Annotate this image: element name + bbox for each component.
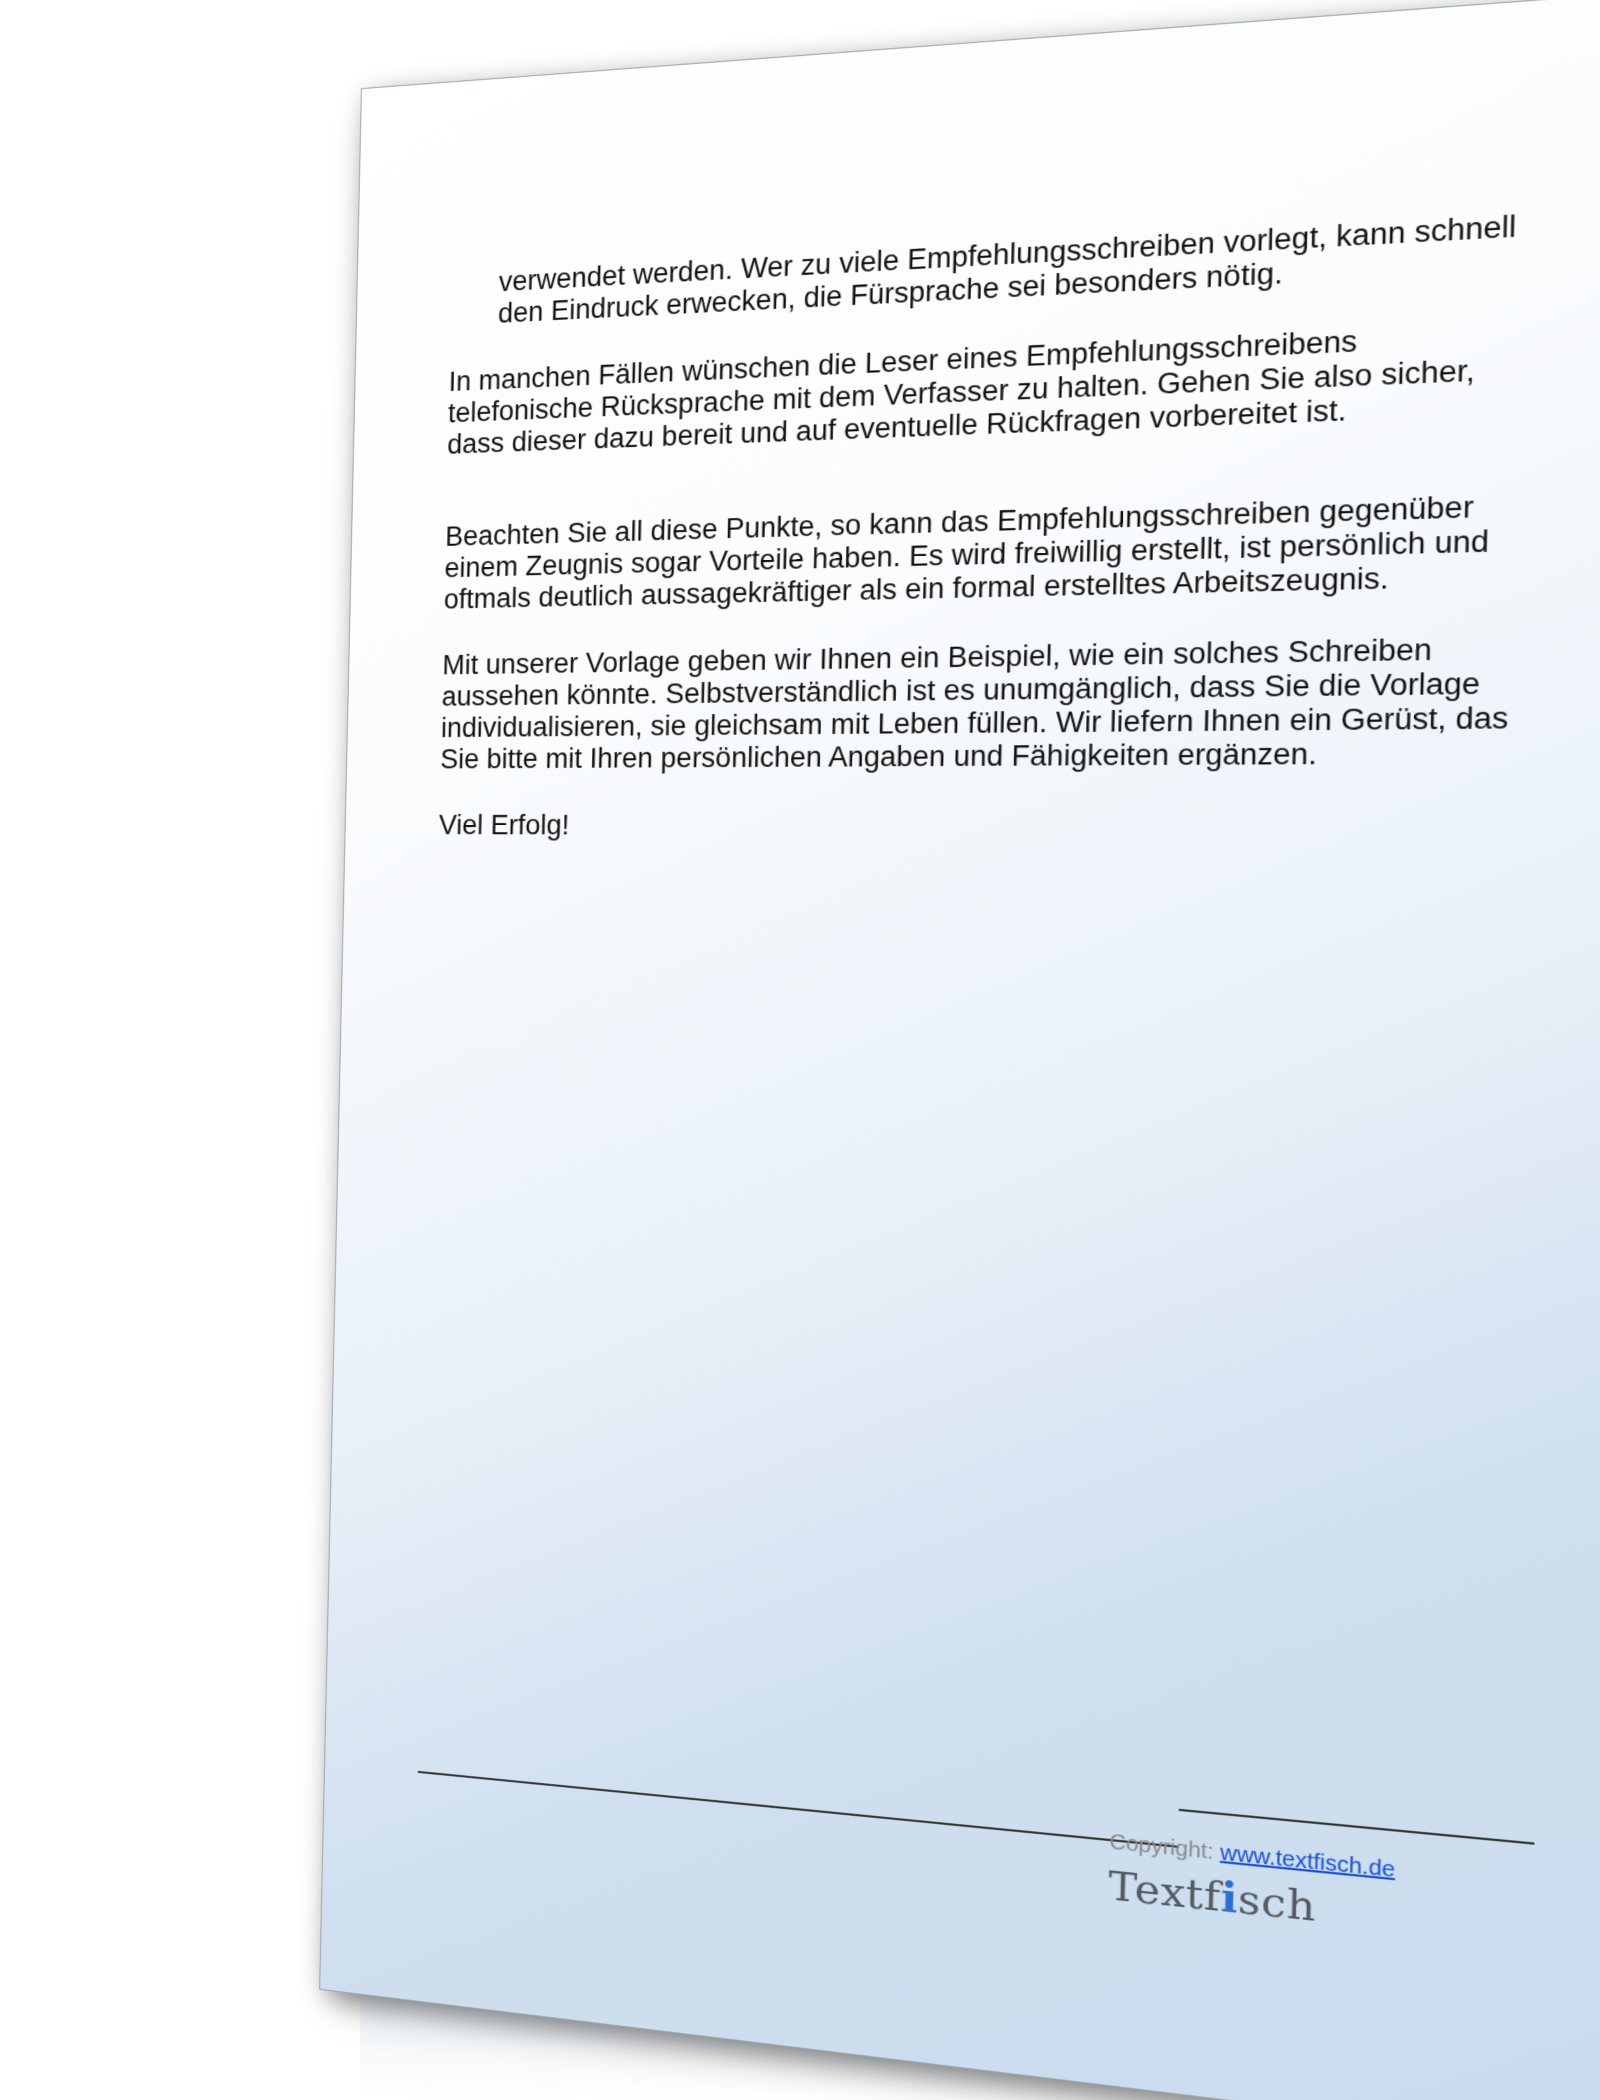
paragraph-4: Mit unserer Vorlage geben wir Ihnen ein Beispiel, wie ein solches Schreiben aussehen könnte. Selbstverständlich ist es unumgänglich, dass Sie die Vorlage individualisieren, sie gleichsam mit Leben füllen. Wir liefern Ihnen ein Gerüst, das Sie bitte mit Ihren persönlichen Angaben und Fähigkeiten ergänzen. [440,633,1509,775]
document-body [438,209,1532,882]
paragraph-1: verwendet werden. Wer zu viele Empfehlungsschreiben vorlegt, kann schnell den Eindruck erwecken, die Fürsprache sei besonders nötig. [497,209,1517,329]
footer-divider-right [1179,1809,1535,1845]
footer-divider-left [418,1771,1179,1848]
copyright-label: Copyright: [1109,1830,1221,1866]
closing-line: Viel Erfolg! [438,809,570,841]
logo-text-suffix: sch [1237,1874,1317,1931]
logo-text-prefix: Textf [1107,1861,1222,1921]
paragraph-2: In manchen Fällen wünschen die Leser eines Empfehlungsschreibens telefonische Rücksprache mit dem Verfasser zu halten. Gehen Sie also sicher, dass dieser dazu bereit und auf eventuelle Rückfragen vorbereitet ist. [447,324,1476,460]
paragraph-3: Beachten Sie all diese Punkte, so kann das Empfehlungsschreiben gegenüber einem Zeugnis sogar Vorteile haben. Es wird freiwillig erstellt, ist persönlich und oftmals deutlich aussagekräftiger als ein formal erstelltes Arbeitszeugnis. [443,490,1490,615]
fish-icon: i [1220,1871,1239,1923]
copyright-link[interactable]: www.textfisch.de [1219,1841,1396,1883]
document-page [319,0,1600,2100]
